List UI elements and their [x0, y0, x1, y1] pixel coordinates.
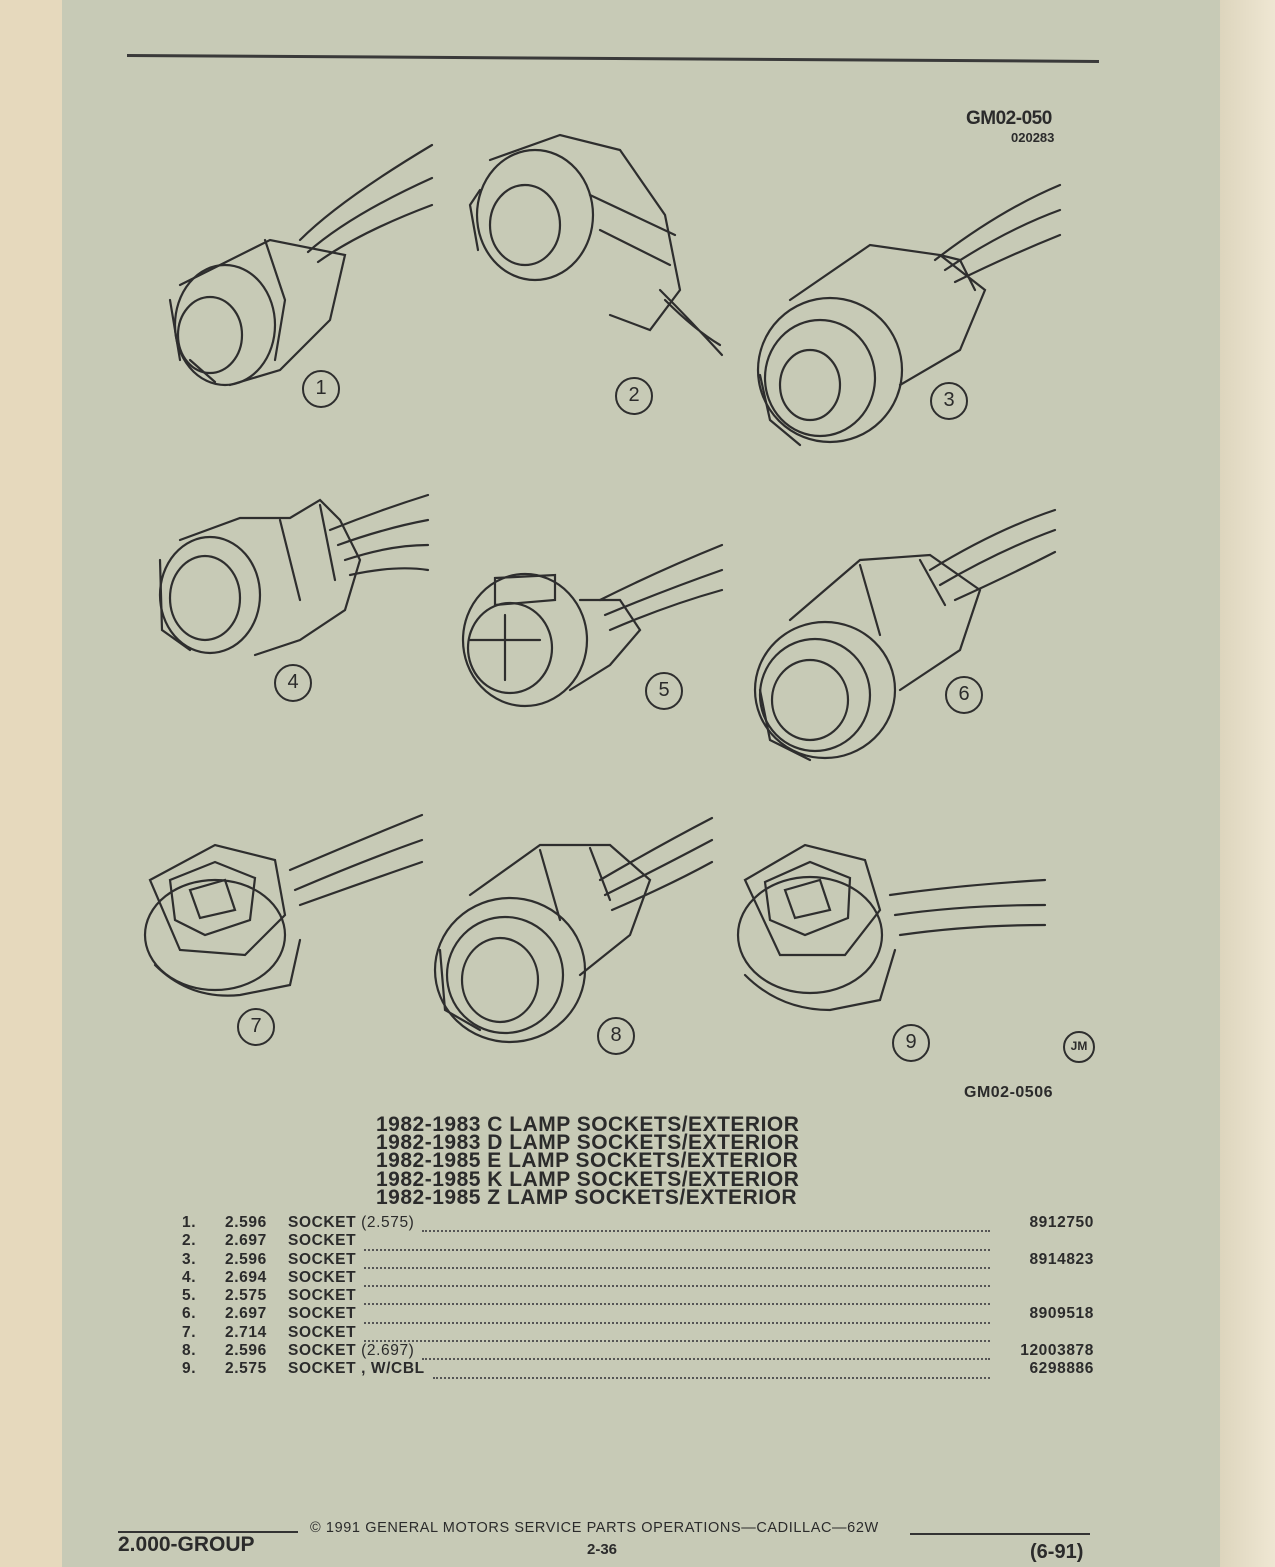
parts-row: [182, 1269, 1094, 1287]
item-number: 6.: [182, 1305, 197, 1323]
item-description: SOCKET: [288, 1287, 357, 1305]
item-description: SOCKET (2.575): [288, 1214, 415, 1231]
title-line: 1982-1983 D LAMP SOCKETS/EXTERIOR: [376, 1131, 800, 1155]
item-price: 2.714: [225, 1323, 267, 1341]
item-number: 2.: [182, 1232, 197, 1250]
callout-7: 7: [250, 1015, 262, 1037]
item-number: 7.: [182, 1323, 197, 1341]
item-number: 3.: [182, 1250, 197, 1268]
parts-row: [182, 1342, 1094, 1360]
section-titles: [376, 1113, 896, 1209]
leader-dots: [364, 1328, 990, 1342]
title-line: 1982-1983 C LAMP SOCKETS/EXTERIOR: [376, 1113, 800, 1136]
leader-dots: [422, 1218, 990, 1232]
socket-9-drawing: [738, 845, 1045, 1010]
footer-copyright: © 1991 GENERAL MOTORS SERVICE PARTS OPERATIONS—CADILLAC—62W: [310, 1520, 879, 1536]
socket-4-drawing: [160, 495, 428, 655]
parts-row: [182, 1214, 1094, 1232]
leader-dots: [422, 1346, 990, 1360]
item-description: SOCKET (2.697): [288, 1342, 415, 1360]
leader-dots: [364, 1255, 990, 1269]
item-description: SOCKET: [288, 1268, 357, 1286]
leader-dots: [364, 1310, 990, 1324]
parts-row: [182, 1324, 1094, 1342]
callout-6: 6: [958, 683, 970, 705]
socket-3-drawing: [758, 185, 1060, 445]
title-line: 1982-1985 K LAMP SOCKETS/EXTERIOR: [376, 1167, 800, 1191]
parts-row: [182, 1232, 1094, 1250]
parts-row: [182, 1251, 1094, 1269]
title-line: 1982-1985 E LAMP SOCKETS/EXTERIOR: [376, 1149, 799, 1173]
item-description: SOCKET: [288, 1305, 357, 1323]
footer-rule-right: [910, 1533, 1090, 1535]
callout-5: 5: [658, 679, 670, 701]
leader-dots: [364, 1291, 990, 1305]
parts-row: [182, 1287, 1094, 1305]
figure-code-bottom: GM02-0506: [964, 1084, 1053, 1101]
leader-dots: [364, 1273, 990, 1287]
figure-code-top: GM02-050: [966, 108, 1052, 129]
socket-6-drawing: [755, 510, 1055, 760]
item-description: SOCKET: [288, 1323, 357, 1341]
item-price: 2.596: [225, 1250, 267, 1268]
callout-3: 3: [943, 389, 955, 411]
parts-list: [182, 1214, 1094, 1379]
item-price: 2.575: [225, 1287, 267, 1305]
item-number: 5.: [182, 1287, 197, 1305]
item-number: 4.: [182, 1268, 197, 1286]
item-description: SOCKET: [288, 1250, 357, 1268]
callout-1: 1: [315, 377, 327, 399]
socket-2-drawing: [470, 135, 722, 355]
socket-1-drawing: [170, 145, 432, 385]
item-number: 1.: [182, 1214, 197, 1231]
item-price: 2.697: [225, 1305, 267, 1323]
artist-initials: JM: [1070, 1039, 1088, 1053]
parts-row: [182, 1305, 1094, 1323]
item-price: 2.694: [225, 1268, 267, 1286]
title-line: 1982-1985 Z LAMP SOCKETS/EXTERIOR: [376, 1185, 798, 1209]
part-number: 12003878: [1020, 1342, 1094, 1360]
socket-7-drawing: [145, 815, 422, 996]
callout-2: 2: [628, 384, 640, 406]
footer-page-number: 2-36: [587, 1541, 618, 1558]
part-number: 8912750: [1029, 1214, 1094, 1231]
leader-dots: [364, 1237, 990, 1251]
item-price: 2.575: [225, 1360, 267, 1378]
part-number: 8909518: [1029, 1305, 1094, 1323]
item-price: 2.596: [225, 1214, 267, 1231]
callout-8: 8: [610, 1024, 622, 1046]
part-number: 6298886: [1029, 1360, 1094, 1378]
footer-date: (6-91): [1030, 1541, 1084, 1563]
socket-8-drawing: [435, 818, 712, 1042]
callout-4: 4: [287, 671, 299, 693]
leader-dots: [433, 1365, 990, 1379]
footer-group: 2.000-GROUP: [118, 1533, 255, 1556]
socket-5-drawing: [463, 545, 722, 706]
callout-9: 9: [905, 1031, 917, 1053]
item-number: 8.: [182, 1342, 197, 1360]
item-description: SOCKET: [288, 1232, 357, 1250]
item-description: SOCKET , W/CBL: [288, 1360, 425, 1378]
item-price: 2.697: [225, 1232, 267, 1250]
figure-code-top-sub: 020283: [1011, 130, 1055, 145]
parts-row: [182, 1360, 1094, 1378]
item-price: 2.596: [225, 1342, 267, 1360]
part-number: 8914823: [1029, 1250, 1094, 1268]
item-number: 9.: [182, 1360, 197, 1378]
